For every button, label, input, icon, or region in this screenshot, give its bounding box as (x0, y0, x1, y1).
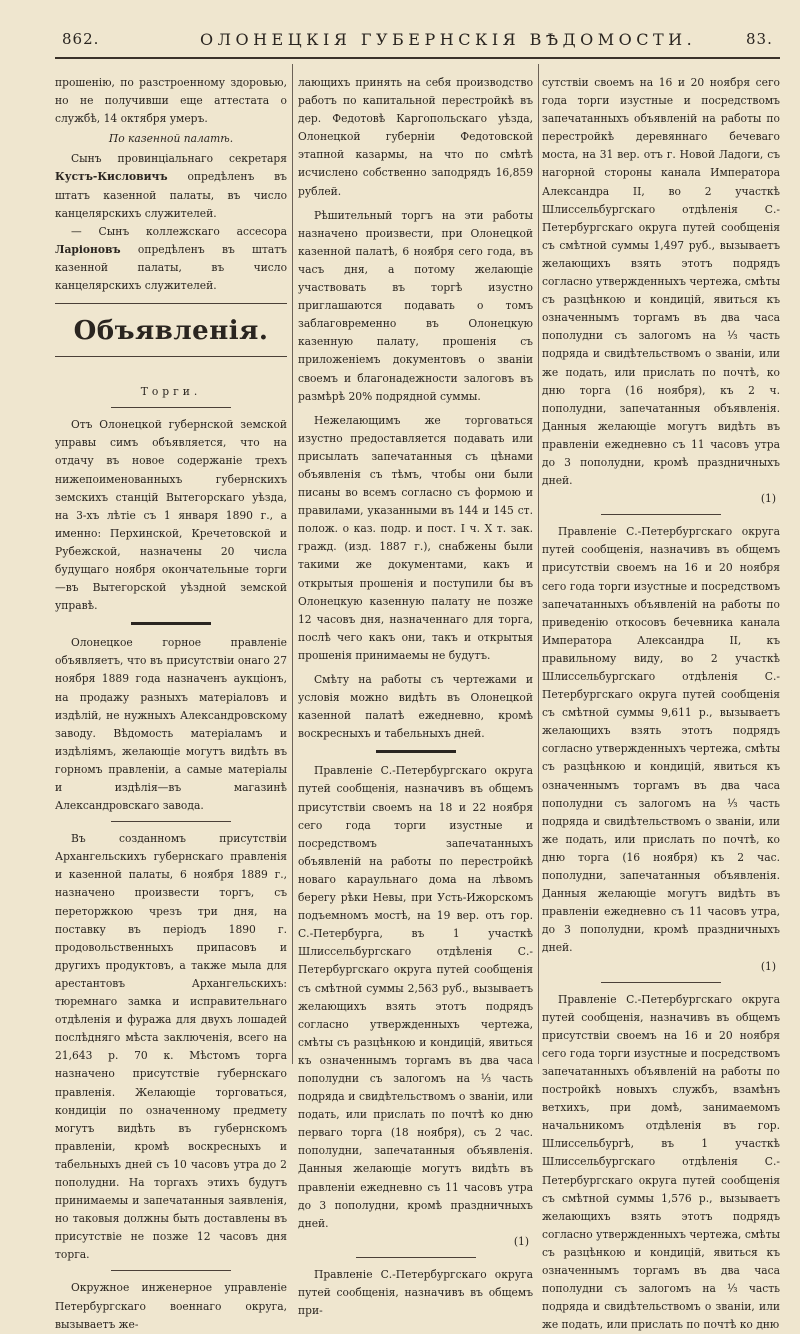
paragraph: Смѣту на работы съ чертежами и условія можно видѣть въ Олонецкой казенной палатѣ ежедневно, кромѣ воскресныхъ и табельныхъ дней. (298, 673, 533, 741)
paragraph: Правленіе С.-Петербургскаго округа путей сообщенія, назначивъ въ общемъ при- (298, 1267, 533, 1318)
paragraph (55, 223, 287, 295)
divider (601, 982, 721, 983)
text: опредѣленъ въ штатъ казенной палаты, въ число канцелярскихъ служителей. (55, 170, 287, 220)
column-divider-1 (292, 64, 293, 1064)
torgi-heading: Торги. (140, 385, 202, 399)
paragraph: Отъ Олонецкой губернской земской управы симъ объявляется, что на отдачу въ новое содержаніе трехъ нижепоименованныхъ губернскихъ земскихъ станцій Вытегорскаго уѣзда, на 3-хъ лѣтіе съ 1 января 1890 г., а именно: Перхинской, Кречетовской и Рубежской, назначены 20 числа будущаго ноября окончательные торги—въ Вытегорской уѣздной земской управѣ. (55, 418, 287, 613)
section-rule (55, 303, 287, 304)
page-header (0, 0, 800, 62)
divider (376, 750, 456, 753)
text: Сынъ провинціальнаго секретаря (71, 152, 287, 166)
notice-number: (1) (513, 1234, 529, 1248)
text: опредѣленъ въ штатъ казенной палаты, въ число канцелярскихъ служителей. (55, 242, 287, 293)
page-number-right: 83. (746, 30, 773, 48)
header-rule (55, 57, 780, 59)
paragraph: Въ созданномъ присутствіи Архангельскихъ губернскаго правленія и казенной палаты, 6 ноября 1889 г., назначено произвести торгъ, съ переторжкою чрезъ три дня, на поставку въ періодъ 1890 г. продовольственныхъ припасовъ и другихъ продуктовъ, а также мыла для арестантовъ Архангельскихъ: тюремнаго замка и исправительнаго отдѣленія и фуража для двухъ лошадей послѣдняго мѣста заключенія, всего на 21,643 р. 70 к. Мѣстомъ торга назначено присутствіе губернскаго правленія. Желающіе торговаться, кондиціи по означенному предмету могутъ видѣть въ губернскомъ правленіи, кромѣ воскресныхъ и табельныхъ дней съ 10 часовъ утра до 2 пополудни. На торгахъ этихъ будутъ принимаемы и запечатанныя заявленія, но таковыя должны быть доставлены въ присутствіе не позже 12 часовъ дня торга. (55, 832, 287, 1262)
notice-number: (1) (760, 959, 776, 973)
column-divider-2 (538, 64, 539, 1064)
column-2 (298, 74, 533, 1320)
person-name: Кустъ-Кисловичъ (55, 170, 168, 184)
divider (356, 1257, 476, 1258)
divider (131, 622, 211, 625)
paragraph: прошенію, по разстроенному здоровью, но не получивши еще аттестата о службѣ, 14 октября умеръ. (55, 76, 287, 126)
divider (111, 407, 231, 408)
newspaper-title: ОЛОНЕЦКІЯ ГУБЕРНСКІЯ ВѢДОМОСТИ. (200, 30, 697, 49)
text: — Сынъ коллежскаго ассесора (71, 224, 287, 238)
paragraph: Правленіе С.-Петербургскаго округа путей сообщенія, назначивъ въ общемъ присутствіи своемъ на 18 и 22 ноября сего года торги изустные и посредствомъ запечатанныхъ объявленій на работы по перестройкѣ новаго караульнаго дома на лѣвомъ берегу рѣки Невы, при Усть-Ижорскомъ подъемномъ мостѣ, на 19 вер. отъ гор. С.-Петербурга, въ 1 участкѣ Шлиссельбургскаго отдѣленія С.-Петербургскаго округа путей сообщенія съ смѣтной суммы 2,563 руб., вызываетъ желающихъ взять этотъ подрядъ согласно утвержденныхъ чертежа, смѣты съ разцѣнкою и кондицій, явиться къ означеннымъ торгамъ въ два часа пополудни съ залогомъ на ⅓ часть подряда и свидѣтельствомъ о званіи, или подать, или прислать по почтѣ ко дню перваго торга (18 ноября), съ 2 час. пополудни, запечатанныя объявленія. Данныя желающіе могутъ видѣть въ правленіи ежедневно съ 11 часовъ утра до 3 пополудни, кромѣ праздничныхъ дней. (298, 764, 533, 1230)
paragraph: Олонецкое горное правленіе объявляетъ, что въ присутствіи онаго 27 ноября 1889 года назначенъ аукціонъ, на продажу разныхъ матеріаловъ и издѣлій, не нужныхъ Александровскому заводу. Вѣдомость матеріаламъ и издѣліямъ, желающіе могутъ видѣть въ горномъ правленіи, а самые матеріалы и издѣлія—въ магазинѣ Александровскаго завода. (55, 636, 287, 813)
paragraph: Правленіе С.-Петербургскаго округа путей сообщенія, назначивъ въ общемъ присутствіи своемъ на 16 и 20 ноября сего года торги изустные и посредствомъ запечатанныхъ объявленій на работы по постройкѣ новыхъ службъ, взамѣнъ ветхихъ, при домѣ, занимаемомъ начальникомъ отдѣленія въ гор. Шлиссельбургѣ, въ 1 участкѣ Шлиссельбургскаго отдѣленія С.-Петербургскаго округа путей сообщенія съ смѣтной суммы 1,576 р., вызываетъ желающихъ взять этотъ подрядъ согласно утвержденныхъ чертежа, смѣты съ разцѣнкою и кондицій, явиться къ означеннымъ торгамъ въ два часа пополудни съ залогомъ на ⅓ часть подряда и свидѣтельствомъ о званіи, или же подать, или прислать по почтѣ ко дню (542, 992, 780, 1332)
divider (111, 821, 231, 822)
section-rule (55, 356, 287, 357)
paragraph: Окружное инженерное управленіе Петербургскаго военнаго округа, вызываетъ же- (55, 1281, 287, 1331)
notice-number: (1) (760, 492, 776, 506)
page-number-left: 862. (62, 30, 100, 48)
ads-heading: Объявленія. (73, 316, 269, 347)
paragraph: Нежелающимъ же торговаться изустно предоставляется подавать или присылать запечатанныя съ цѣнами объявленія съ тѣмъ, чтобы они были писаны во всемъ согласно съ формою и правилами, указанными въ 144 и 145 ст. полож. о каз. подр. и пост. I ч. X т. зак. гражд. (изд. 1887 г.), снабжены были такими же документами, какъ и открытыя прошенія и поступили бы въ Олонецкую казенную палату не позже 12 часовъ дня, назначеннаго для торга, послѣ чего какъ они, такъ и открытыя прошенія принимаемы не будутъ. (298, 413, 533, 662)
paragraph: Рѣшительный торгъ на эти работы назначено произвести, при Олонецкой казенной палатѣ, 6 ноября сего года, въ часъ дня, а потому желающіе участвовать въ торгѣ изустно приглашаются подавать о томъ заблаговременно въ Олонецкую казенную палату, прошенія съ приложеніемъ документовъ о званіи своемъ и благонадежности залоговъ въ размѣрѣ 20% подрядной суммы. (298, 208, 533, 403)
section-heading: По казенной палатѣ. (108, 132, 234, 146)
paragraph (55, 150, 287, 222)
paragraph: сутствіи своемъ на 16 и 20 ноября сего года торги изустные и посредствомъ запечатанныхъ объявленій на работы по перестройкѣ деревяннаго бечеваго моста, на 31 вер. отъ г. Новой Ладоги, съ нагорной стороны канала Императора Александра II, во 2 участкѣ Шлиссельбургскаго отдѣленія С.-Петербургскаго округа путей сообщенія съ смѣтной суммы 1,497 руб., вызываетъ желающихъ взять этотъ подрядъ согласно утвержденныхъ чертежа, смѣты съ разцѣнкою и кондицій, явиться къ означеннымъ торгамъ въ два часа пополудни съ залогомъ на ⅓ часть подряда и свидѣтельствомъ о званіи, или же подать, или прислать по почтѣ, ко дню торга (16 ноября), къ 2 ч. пополудни, запечатанныя объявленія. Данныя желающіе могутъ видѣть въ правленіи ежедневно съ 11 часовъ утра до 3 пополудни, кромѣ праздничныхъ дней. (542, 76, 780, 488)
column-3 (542, 74, 780, 1334)
column-1 (55, 74, 287, 1334)
divider (111, 1270, 231, 1271)
person-name: Ларіоновъ (55, 242, 121, 256)
divider (601, 514, 721, 515)
paragraph: лающихъ принять на себя производство работъ по капитальной перестройкѣ въ дер. Федотовѣ Каргопольскаго уѣзда, Олонецкой губерніи Федотовской этапной казармы, на что по смѣтѣ исчислено собственно заподрядъ 16,859 рублей. (298, 76, 533, 198)
paragraph: Правленіе С.-Петербургскаго округа путей сообщенія, назначивъ въ общемъ присутствіи своемъ на 16 и 20 ноября сего года торги изустные и посредствомъ запечатанныхъ объявленій на работы по приведенію откосовъ бечевника канала Императора Александра II, къ правильному виду, во 2 участкѣ Шлиссельбургскаго отдѣленія С.-Петербургскаго округа путей сообщенія съ смѣтной суммы 9,611 р., вызываетъ желающихъ взять этотъ подрядъ согласно утвержденныхъ чертежа, смѣты съ разцѣнкою и кондицій, явиться къ означеннымъ торгамъ въ два часа пополудни съ залогомъ на ⅓ часть подряда и свидѣтельствомъ о званіи, или же подать, или прислать по почтѣ, ко дню торга (16 ноября) къ 2 час. пополудни, запечатанныя объявленія. Данныя желающіе могутъ видѣть въ правленіи ежедневно съ 11 часовъ утра, до 3 пополудни, кромѣ праздничныхъ дней. (542, 525, 780, 955)
